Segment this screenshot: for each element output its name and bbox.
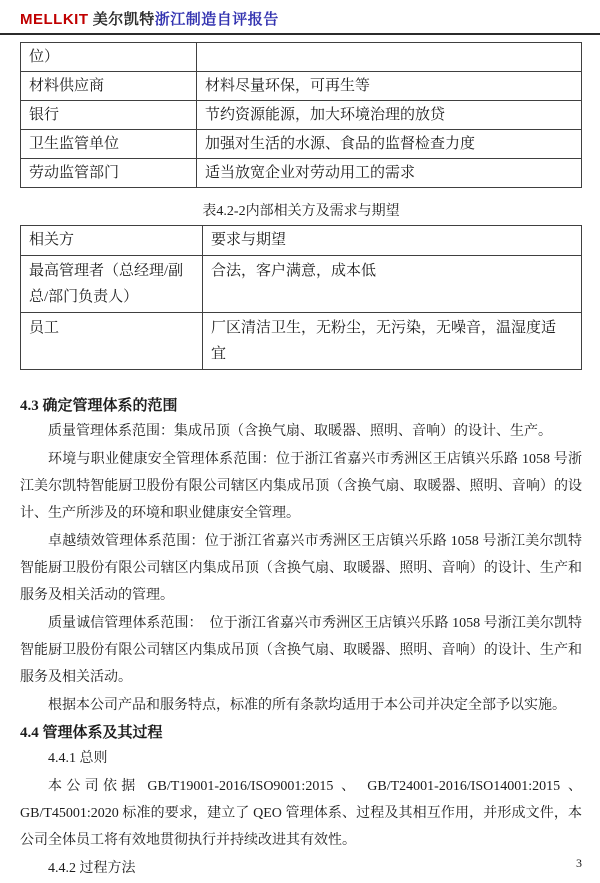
document-title: 浙江制造自评报告: [154, 12, 279, 28]
expectation-cell: 节约资源能源，加大环境治理的放贷: [197, 101, 582, 130]
paragraph-4-4-1: 本公司依据 GB/T19001-2016/ISO9001:2015 、 GB/T24001-2016/ISO14001:2015 、GB/T45001:2020 标准的要求，建立了 QEO 管理体系、过程及其相互作用，并形成文件，本公司全体员工将有效地贯彻执行并持续改进其有效性。: [20, 779, 582, 848]
table-row: [21, 313, 582, 370]
party-cell: 卫生监管单位: [21, 130, 197, 159]
company-name: 美尔凯特: [92, 12, 155, 28]
party-cell: 位）: [21, 43, 197, 72]
expectation-cell: 材料尽量环保，可再生等: [197, 72, 582, 101]
expectation-cell: [197, 43, 582, 72]
page-number: 3: [576, 856, 582, 870]
table-row: [21, 130, 582, 159]
table-row: [21, 101, 582, 130]
page-content: [0, 42, 600, 882]
expectation-cell: 适当放宽企业对劳动用工的需求: [197, 159, 582, 188]
column-header-expectation: 要求与期望: [203, 226, 582, 256]
subsection-4-4-1-heading: 4.4.1 总则: [48, 751, 108, 766]
table-caption: 表4.2-2内部相关方及需求与期望: [202, 204, 400, 219]
paragraph-quality-scope: 质量管理体系范围：集成吊顶（含换气扇、取暖器、照明、音响）的设计、生产。: [48, 424, 552, 439]
section-4-4-heading: 4.4 管理体系及其过程: [20, 725, 163, 741]
party-cell: 材料供应商: [21, 72, 197, 101]
table-row: [21, 159, 582, 188]
party-cell: 最高管理者（总经理/副总/部门负责人）: [21, 256, 203, 313]
section-4-3-heading: 4.3 确定管理体系的范围: [20, 398, 178, 414]
party-cell: 银行: [21, 101, 197, 130]
expectation-cell: 厂区清洁卫生，无粉尘，无污染，无噪音，温湿度适宜: [203, 313, 582, 370]
expectation-cell: 合法，客户满意，成本低: [203, 256, 582, 313]
external-parties-table: [20, 42, 582, 188]
paragraph-excellence-scope: 卓越绩效管理体系范围：位于浙江省嘉兴市秀洲区王店镇兴乐路 1058 号浙江美尔凯特智能厨卫股份有限公司辖区内集成吊顶（含换气扇、取暖器、照明、音响）的设计、生产和服务及相关活动的管理。: [20, 534, 582, 603]
subsection-4-4-2-heading: 4.4.2 过程方法: [48, 861, 136, 876]
brand-logo-text: MELLKIT: [20, 11, 89, 28]
paragraph-integrity-scope: 质量诚信管理体系范围： 位于浙江省嘉兴市秀洲区王店镇兴乐路 1058 号浙江美尔凯特智能厨卫股份有限公司辖区内集成吊顶（含换气扇、取暖器、照明、音响）的设计、生产和服务及相关活动。: [20, 616, 582, 685]
party-cell: 员工: [21, 313, 203, 370]
paragraph-applicability: 根据本公司产品和服务特点，标准的所有条款均适用于本公司并决定全部予以实施。: [48, 698, 566, 713]
column-header-party: 相关方: [21, 226, 203, 256]
party-cell: 劳动监管部门: [21, 159, 197, 188]
internal-parties-table: [20, 225, 582, 370]
table-header-row: [21, 226, 582, 256]
table-row: [21, 43, 582, 72]
expectation-cell: 加强对生活的水源、食品的监督检查力度: [197, 130, 582, 159]
paragraph-ehs-scope: 环境与职业健康安全管理体系范围：位于浙江省嘉兴市秀洲区王店镇兴乐路 1058 号浙江美尔凯特智能厨卫股份有限公司辖区内集成吊顶（含换气扇、取暖器、照明、音响）的设计、生产所涉及的环境和职业健康安全管理。: [20, 452, 582, 521]
table-row: [21, 256, 582, 313]
table-row: [21, 72, 582, 101]
page-header: [0, 0, 600, 35]
